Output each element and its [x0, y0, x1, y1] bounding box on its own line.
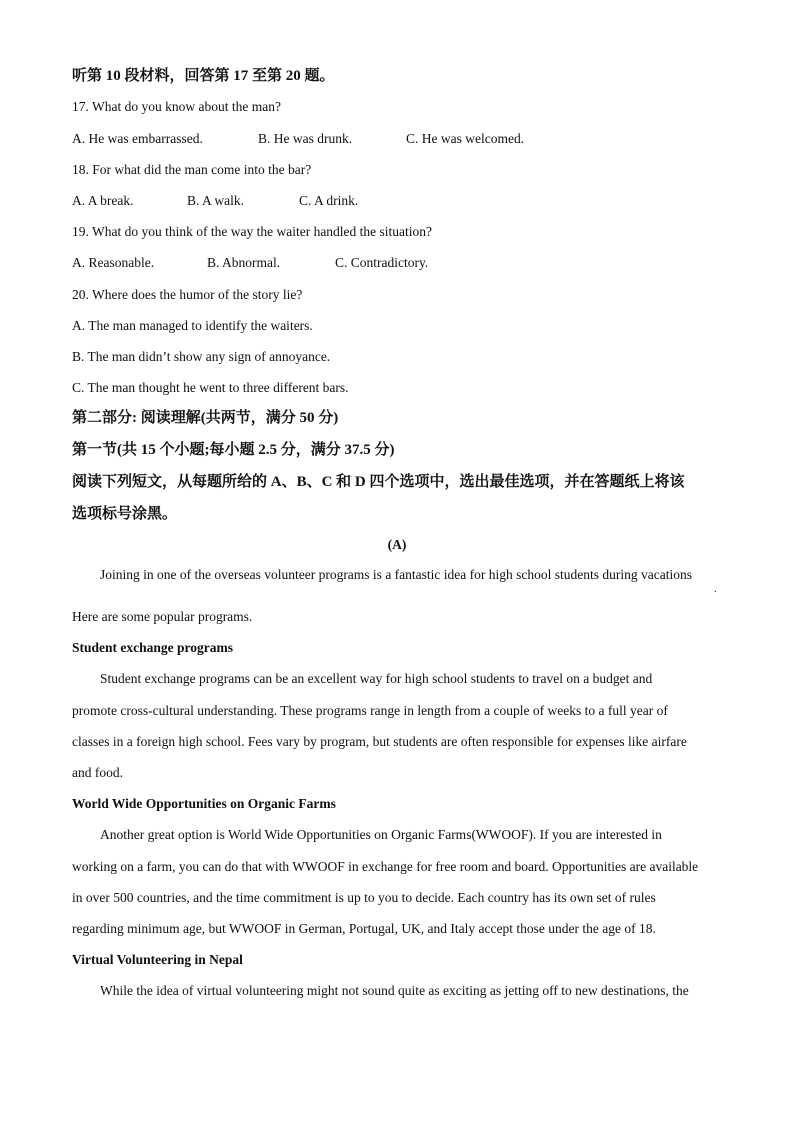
- section-heading: Virtual Volunteering in Nepal: [72, 952, 243, 967]
- trailing-dot: .: [714, 584, 717, 595]
- passage-line: Student exchange programs can be an excellent way for high school students to travel on a budget and: [100, 671, 653, 686]
- instructions-line-2: 选项标号涂黑。: [72, 506, 178, 522]
- passage-label: (A): [387, 537, 407, 552]
- passage-line: Here are some popular programs.: [72, 609, 253, 624]
- passage-line: Another great option is World Wide Opportunities on Organic Farms(WWOOF). If you are interested in: [100, 827, 662, 842]
- option-b: B. The man didn’t show any sign of annoyance.: [72, 349, 331, 364]
- question-stem: 20. Where does the humor of the story lie?: [72, 287, 303, 302]
- question-stem: 19. What do you think of the way the waiter handled the situation?: [72, 224, 433, 239]
- instructions-line-1: 阅读下列短文，从每题所给的 A、B、C 和 D 四个选项中，选出最佳选项，并在答题纸上将该: [72, 474, 685, 490]
- part2-title: 第二部分: 阅读理解(共两节，满分 50 分): [72, 410, 339, 426]
- option-c: C. He was welcomed.: [406, 131, 525, 146]
- passage-line: Joining in one of the overseas volunteer programs is a fantastic idea for high school students during vacations: [100, 567, 692, 582]
- section-heading: Student exchange programs: [72, 640, 234, 655]
- option-a: A. Reasonable.: [72, 255, 155, 270]
- option-b: B. A walk.: [187, 193, 245, 208]
- passage-line: classes in a foreign high school. Fees vary by program, but students are often responsible for expenses like airfare: [72, 734, 687, 749]
- section-heading: World Wide Opportunities on Organic Farms: [72, 796, 336, 811]
- question-stem: 17. What do you know about the man?: [72, 99, 281, 114]
- part2-section1-title: 第一节(共 15 个小题;每小题 2.5 分，满分 37.5 分): [72, 442, 395, 458]
- option-c: C. A drink.: [299, 193, 359, 208]
- passage-line: working on a farm, you can do that with WWOOF in exchange for free room and board. Opportunities are available: [72, 859, 699, 874]
- option-a: A. He was embarrassed.: [72, 131, 203, 146]
- passage-line: regarding minimum age, but WWOOF in German, Portugal, UK, and Italy accept those under the age of 18.: [72, 921, 656, 936]
- option-c: C. The man thought he went to three different bars.: [72, 380, 349, 395]
- option-c: C. Contradictory.: [335, 255, 429, 270]
- option-a: A. The man managed to identify the waiters.: [72, 318, 313, 333]
- option-a: A. A break.: [72, 193, 134, 208]
- option-b: B. Abnormal.: [207, 255, 281, 270]
- passage-line: promote cross-cultural understanding. These programs range in length from a couple of weeks to a full year of: [72, 703, 668, 718]
- question-stem: 18. For what did the man come into the bar?: [72, 162, 312, 177]
- passage-line: While the idea of virtual volunteering might not sound quite as exciting as jetting off to new destinations, the: [100, 983, 689, 998]
- option-b: B. He was drunk.: [258, 131, 353, 146]
- passage-line: in over 500 countries, and the time commitment is up to you to decide. Each country has its own set of rules: [72, 890, 656, 905]
- passage-line: and food.: [72, 765, 123, 780]
- section-header: 听第 10 段材料，回答第 17 至第 20 题。: [72, 68, 335, 84]
